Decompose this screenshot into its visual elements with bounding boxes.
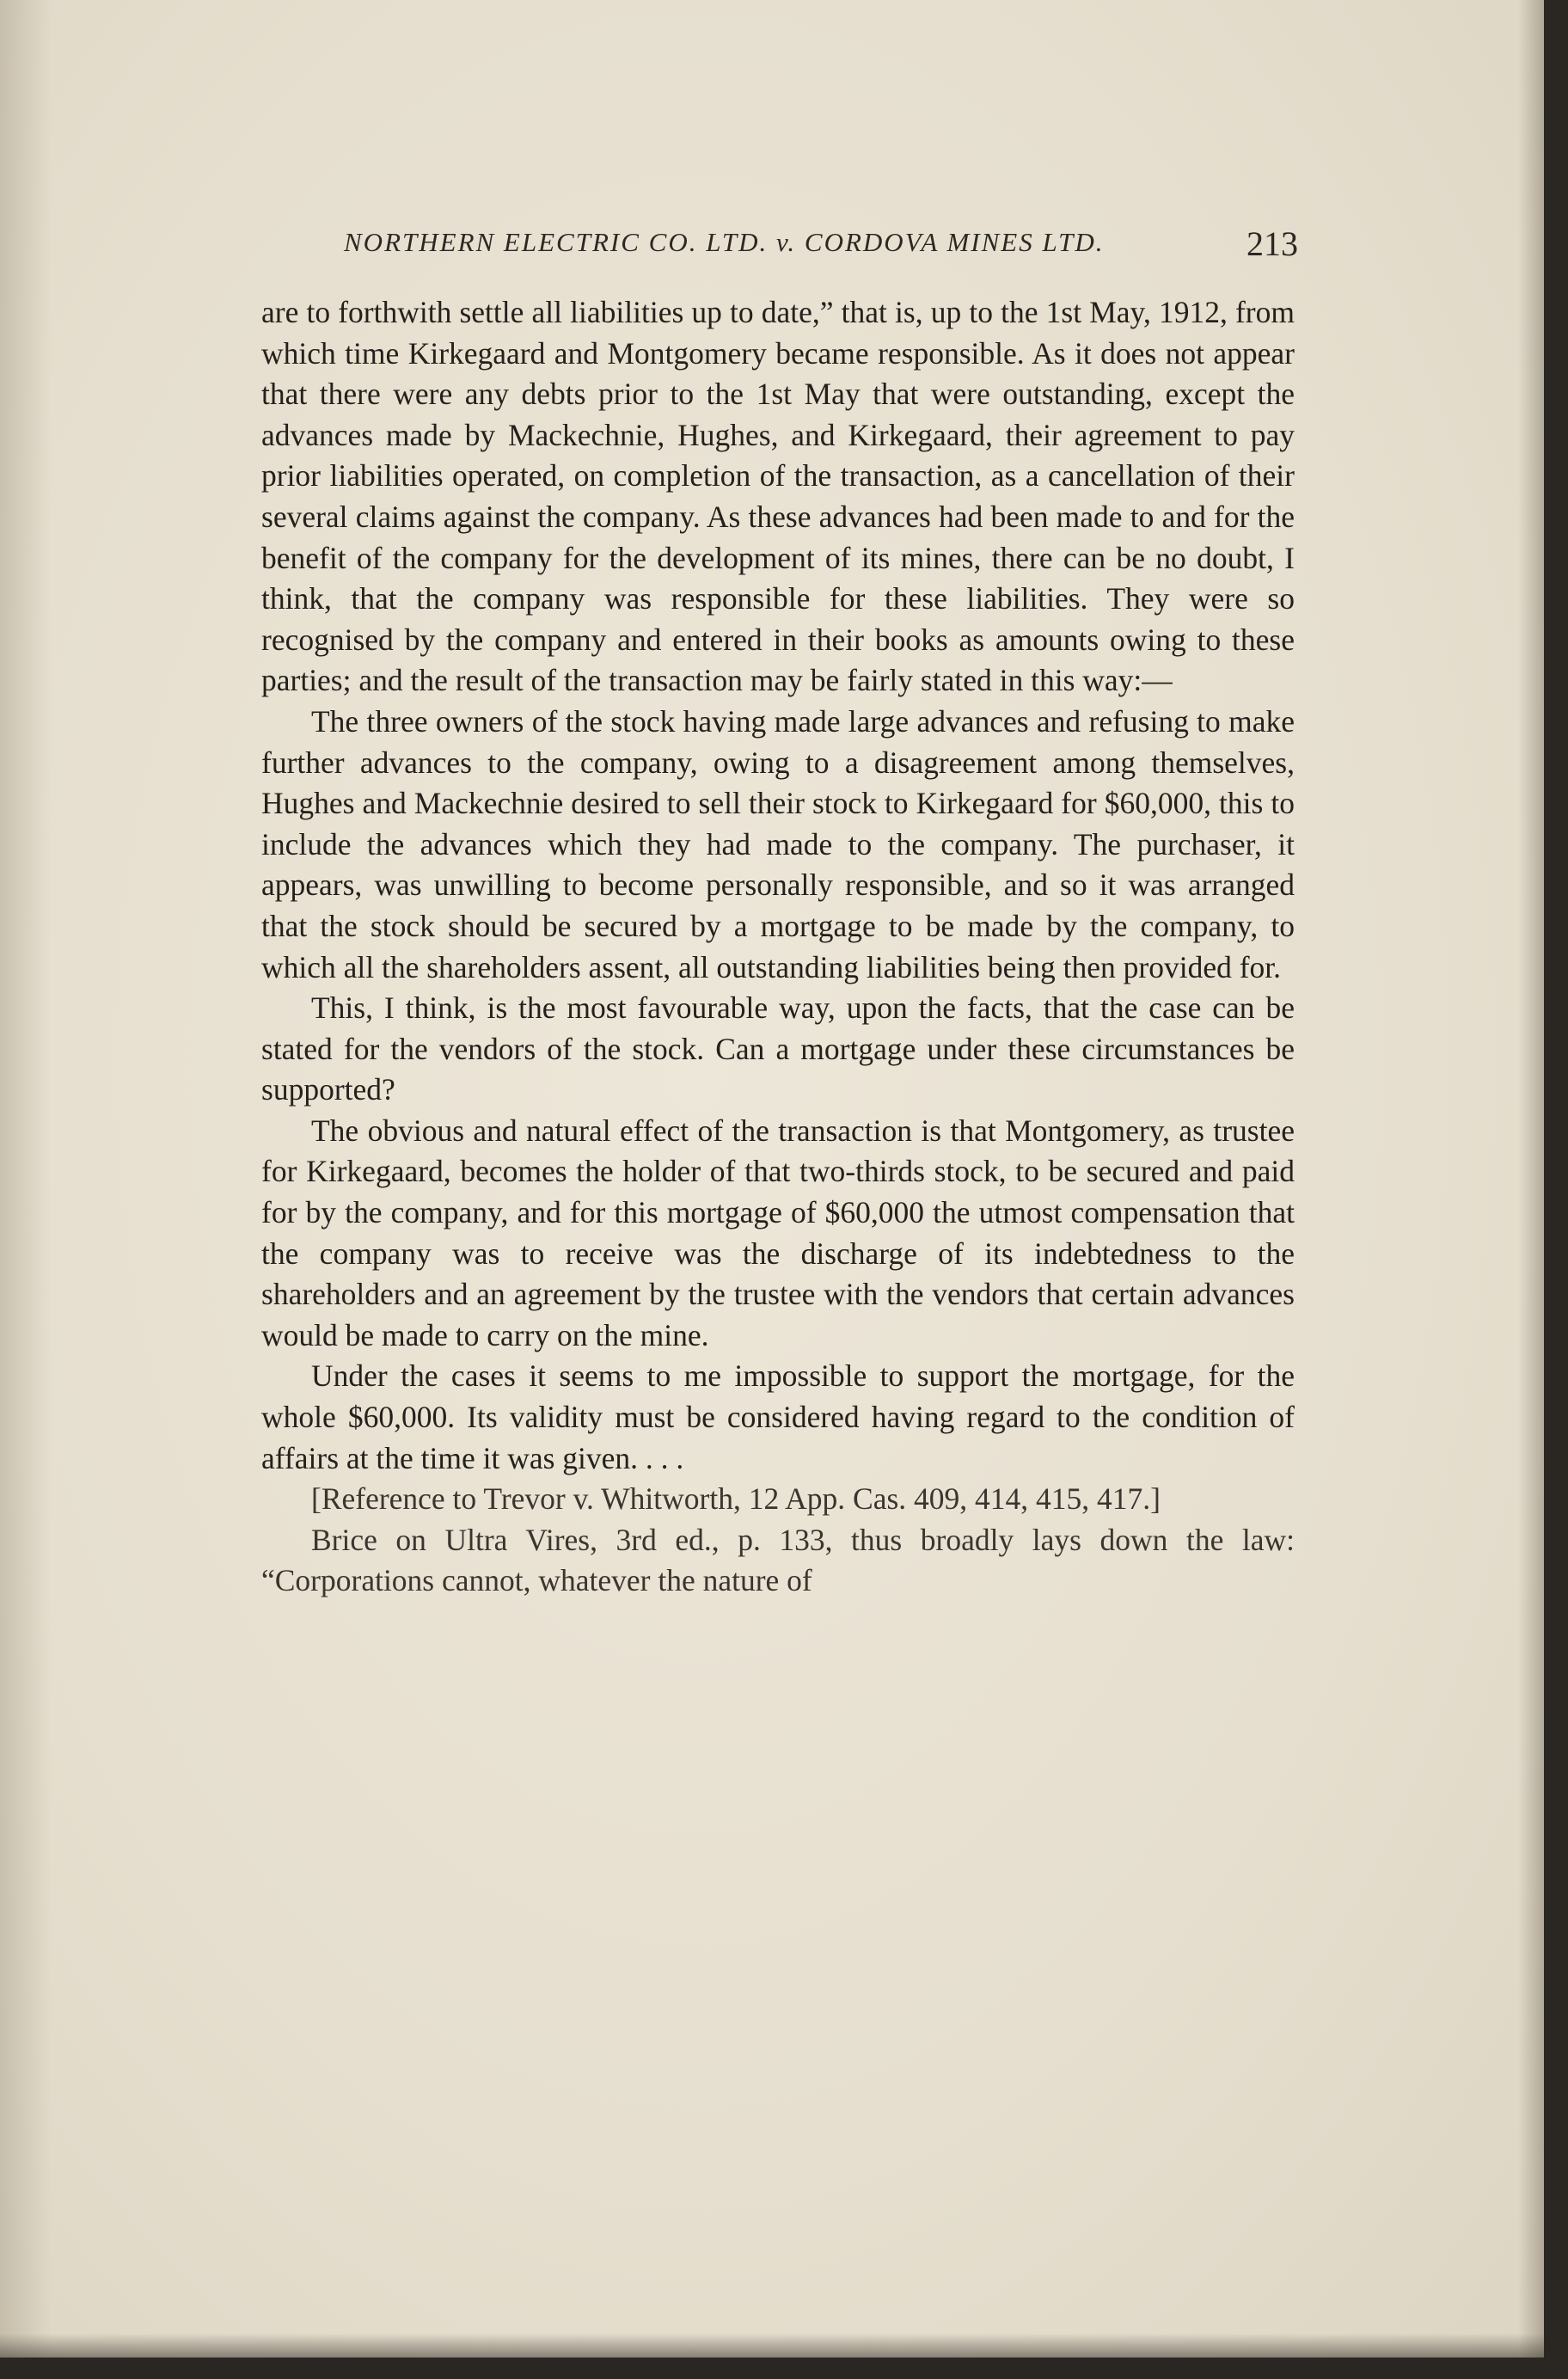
page-edge-shadow bbox=[1518, 0, 1544, 2358]
paragraph: Under the cases it seems to me impossible to support the mortgage, for the whole $60,000. Its validity must be considered having regard to the condition of affairs at the time it was given. . . . bbox=[261, 1358, 1295, 1475]
paragraph: The three owners of the stock having made large advances and refusing to make further advances to the company, owing to a disagreement among themselves, Hughes and Mackechnie desired to sell their stock to Kirkegaard for $60,000, this to include the advances which they had made to the company. The purchaser, it appears, was unwilling to become personally responsible, and so it was arranged that the stock should be secured by a mortgage to be made by the company, to which all the shareholders assent, all outstanding liabilities being then provided for. bbox=[261, 703, 1295, 984]
running-head: NORTHERN ELECTRIC CO. LTD. v. CORDOVA MINES LTD. bbox=[344, 227, 1105, 257]
paragraph: This, I think, is the most favourable way, upon the facts, that the case can be stated for the vendors of the stock. Can a mortgage under these circumstances be supported? bbox=[261, 990, 1295, 1107]
body-text bbox=[261, 292, 1295, 1602]
bottom-edge-shadow bbox=[0, 2333, 1544, 2358]
spine-shadow bbox=[0, 0, 52, 2358]
paragraph: The obvious and natural effect of the transaction is that Montgomery, as trustee for Kirkegaard, becomes the holder of that two-thirds stock, to be secured and paid for by the company, and for this mortgage of $60,000 the utmost compensation that the company was to receive was the discharge of its indebtedness to the shareholders and an agreement by the trustee with the vendors that certain advances would be made to carry on the mine. bbox=[261, 1113, 1295, 1352]
page-number: 213 bbox=[1246, 224, 1298, 263]
paragraph: Brice on Ultra Vires, 3rd ed., p. 133, thus broadly lays down the law: “Corporations cannot, whatever the nature of bbox=[261, 1522, 1295, 1598]
page-header bbox=[258, 224, 1298, 267]
reference-note: [Reference to Trevor v. Whitworth, 12 App. Cas. 409, 414, 415, 417.] bbox=[311, 1481, 1161, 1517]
paragraph: are to forthwith settle all liabilities up to date,” that is, up to the 1st May, 1912, from which time Kirkegaard and Montgomery became responsible. As it does not appear that there were any debts prior to the 1st May that were outstanding, except the advances made by Mackechnie, Hughes, and Kirkegaard, their agreement to pay prior liabilities operated, on completion of the transaction, as a cancellation of their several claims against the company. As these advances had been made to and for the benefit of the company for the development of its mines, there can be no doubt, I think, that the company was responsible for these liabilities. They were so recognised by the company and entered in their books as amounts owing to these parties; and the result of the transaction may be fairly stated in this way:— bbox=[261, 295, 1295, 698]
